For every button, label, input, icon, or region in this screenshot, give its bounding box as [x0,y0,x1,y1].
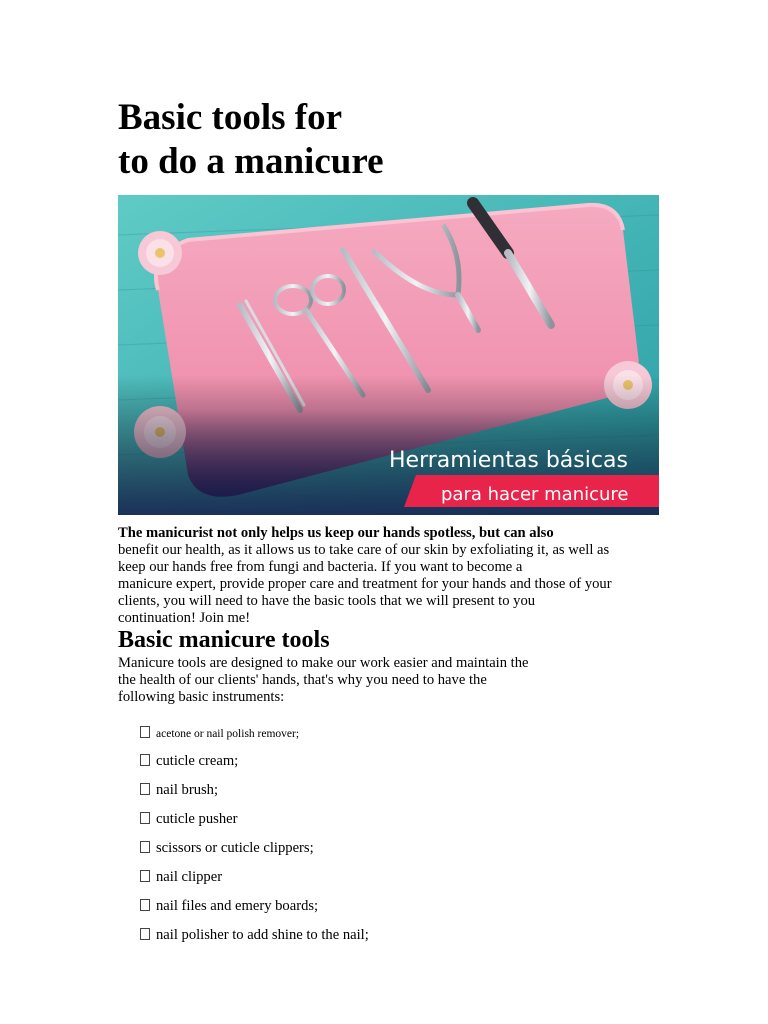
intro-lead: The manicurist not only helps us keep our hands spotless, but can also [118,525,554,541]
checkbox-icon [140,754,150,766]
intro-line: benefit our health, as it allows us to take care of our skin by exfoliating it, as well as [118,542,610,558]
checkbox-icon [140,928,150,940]
tools-list-item [140,926,369,944]
tools-list-item [140,752,238,770]
checkbox-icon [140,726,150,738]
tools-list-item [140,810,237,828]
section-heading: Basic manicure tools [118,627,330,653]
tool-label: nail brush; [156,782,219,798]
page-title [118,96,384,184]
hero-image [118,195,659,515]
intro-line: continuation! Join me! [118,610,251,626]
hero-banner [404,475,659,507]
hero-caption-line-2: para hacer manicure [441,484,629,505]
section-line: following basic instruments: [118,689,285,705]
tool-label: scissors or cuticle clippers; [156,840,314,856]
tools-list-item [140,725,299,743]
tool-label: cuticle cream; [156,753,239,769]
checkbox-icon [140,812,150,824]
tool-label: nail polisher to add shine to the nail; [156,927,369,943]
intro-line: manicure expert, provide proper care and treatment for your hands and those of your [118,576,612,592]
tool-label: cuticle pusher [156,811,238,827]
tools-list-item [140,897,318,915]
intro-line: keep our hands free from fungi and bacteria. If you want to become a [118,559,523,575]
tool-label: acetone or nail polish remover; [156,728,300,740]
checkbox-icon [140,841,150,853]
section-line: the health of our clients' hands, that's why you need to have the [118,672,487,688]
section-line: Manicure tools are designed to make our work easier and maintain the [118,655,529,671]
tools-list-item [140,868,222,886]
tools-list-item [140,839,314,857]
checkbox-icon [140,899,150,911]
title-line-2: to do a manicure [118,141,384,182]
hero-caption-line-1: Herramientas básicas [389,448,628,473]
tool-label: nail files and emery boards; [156,898,319,914]
section-paragraph [118,655,578,706]
title-line-1: Basic tools for [118,97,343,138]
checkbox-icon [140,783,150,795]
intro-paragraph [118,525,648,627]
intro-line: clients, you will need to have the basic tools that we will present to you [118,593,536,609]
checkbox-icon [140,870,150,882]
tools-list-item [140,781,218,799]
tool-label: nail clipper [156,869,223,885]
